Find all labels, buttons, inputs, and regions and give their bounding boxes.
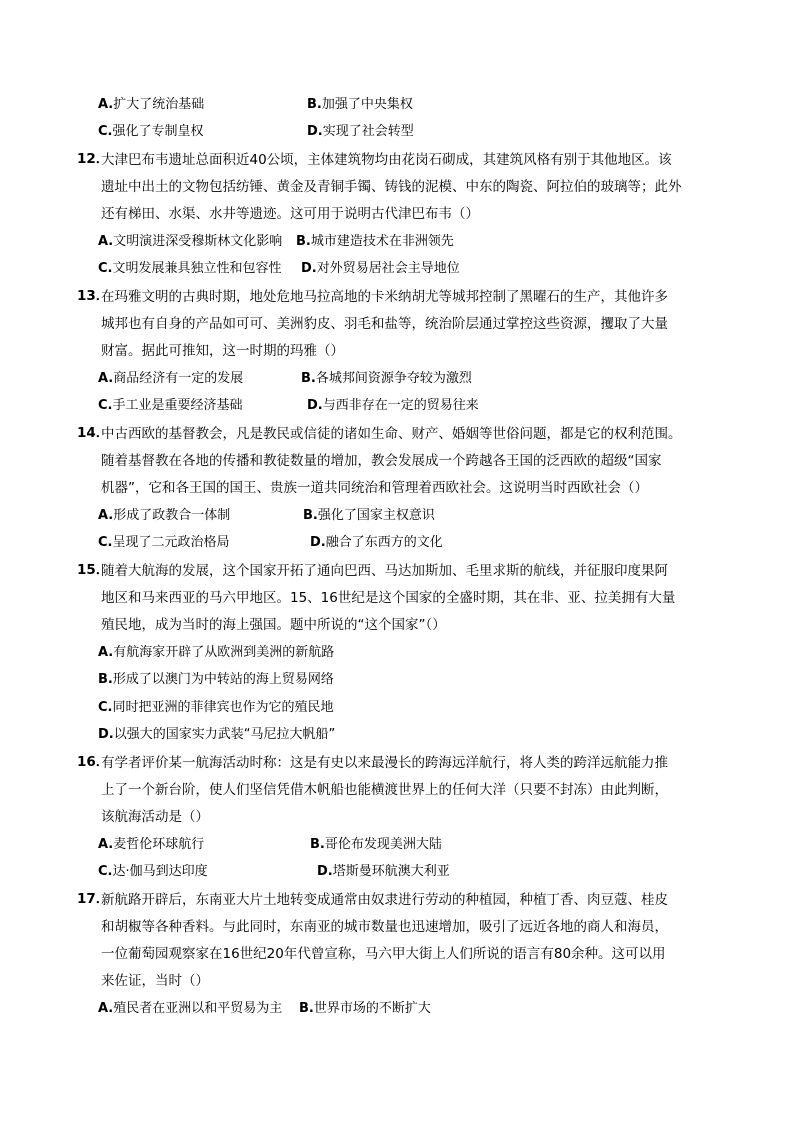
option-label: B. bbox=[296, 234, 311, 249]
q17-stem-line-3: 一位葡萄园观察家在16世纪20年代曾宣称，马六甲大街上人们所说的语言有80余种。这可以用 bbox=[101, 946, 666, 962]
q16-stem-line-2: 上了一个新台阶，使人们坚信凭借木帆船也能横渡世界上的任何大洋（只要不封冻）由此判断， bbox=[101, 782, 668, 798]
option-text: 扩大了统治基础 bbox=[113, 97, 205, 112]
option-text: 与西非存在一定的贸易往来 bbox=[322, 398, 479, 413]
option-text: 有航海家开辟了从欧洲到美洲的新航路 bbox=[113, 645, 335, 660]
option-text: 加强了中央集权 bbox=[321, 97, 413, 112]
q15-option-a[interactable] bbox=[98, 643, 334, 663]
q15-option-b[interactable] bbox=[98, 670, 334, 690]
q12-option-c[interactable] bbox=[98, 259, 282, 279]
option-text: 城市建造技术在非洲领先 bbox=[310, 234, 454, 249]
q14-stem-line-1: 中古西欧的基督教会，凡是教民或信徒的诸如生命、财产、婚姻等世俗问题，都是它的权利范围。 bbox=[101, 426, 682, 442]
q17-stem-line-1: 新航路开辟后，东南亚大片土地转变成通常由奴隶进行劳动的种植园，种植丁香、肉豆蔻、桂皮 bbox=[101, 892, 668, 908]
option-label: B. bbox=[98, 672, 113, 687]
q16-number: 16． bbox=[77, 754, 110, 770]
q15-stem-line-1: 随着大航海的发展，这个国家开拓了通向巴西、马达加斯加、毛里求斯的航线，并征服印度果阿 bbox=[101, 563, 668, 579]
option-label: B. bbox=[310, 837, 325, 852]
q12-option-d[interactable] bbox=[301, 259, 460, 279]
q17-stem-line-2: 和胡椒等各种香料。与此同时，东南亚的城市数量也迅速增加，吸引了远近各地的商人和海员， bbox=[101, 919, 668, 935]
q11-option-a[interactable] bbox=[98, 95, 204, 115]
q14-option-d[interactable] bbox=[310, 533, 443, 553]
option-text: 同时把亚洲的菲律宾也作为它的殖民地 bbox=[112, 700, 334, 715]
option-text: 商品经济有一定的发展 bbox=[113, 371, 244, 386]
option-label: A. bbox=[98, 508, 114, 523]
q14-stem-line-3: 机器”，它和各王国的国王、贵族一道共同统治和管理着西欧社会。这说明当时西欧社会（） bbox=[101, 480, 648, 496]
q17-number: 17． bbox=[77, 891, 110, 907]
q15-option-d[interactable] bbox=[98, 725, 335, 745]
q12-option-b[interactable] bbox=[296, 232, 454, 252]
q14-option-c[interactable] bbox=[98, 533, 230, 553]
q13-stem-line-2: 城邦也有自身的产品如可可、美洲豹皮、羽毛和盐等，统治阶层通过掌控这些资源，攫取了大量 bbox=[101, 316, 668, 332]
option-label: B. bbox=[303, 508, 318, 523]
q16-option-b[interactable] bbox=[310, 835, 442, 855]
q12-number: 12． bbox=[77, 151, 110, 167]
option-text: 文明发展兼具独立性和包容性 bbox=[112, 261, 282, 276]
q17-option-a[interactable] bbox=[98, 999, 282, 1019]
option-text: 融合了东西方的文化 bbox=[325, 535, 443, 550]
option-text: 达·伽马到达印度 bbox=[112, 864, 208, 879]
option-text: 实现了社会转型 bbox=[322, 124, 414, 139]
option-label: D. bbox=[317, 864, 333, 879]
option-label: A. bbox=[98, 837, 114, 852]
option-text: 世界市场的不断扩大 bbox=[313, 1001, 431, 1016]
option-label: C. bbox=[98, 124, 113, 139]
q14-option-b[interactable] bbox=[303, 506, 435, 526]
q15-stem-line-3: 殖民地，成为当时的海上强国。题中所说的“这个国家”（） bbox=[101, 617, 446, 633]
q11-option-d[interactable] bbox=[307, 122, 414, 142]
option-text: 哥伦布发现美洲大陆 bbox=[324, 837, 442, 852]
q17-option-b[interactable] bbox=[299, 999, 431, 1019]
option-text: 各城邦间资源争夺较为激烈 bbox=[315, 371, 472, 386]
option-text: 形成了以澳门为中转站的海上贸易网络 bbox=[112, 672, 334, 687]
q15-option-c[interactable] bbox=[98, 698, 334, 718]
q15-stem-line-2: 地区和马来西亚的马六甲地区。15、16世纪是这个国家的全盛时期，其在非、亚、拉美拥有大量 bbox=[101, 590, 676, 606]
option-label: C. bbox=[98, 535, 113, 550]
option-text: 呈现了二元政治格局 bbox=[112, 535, 230, 550]
option-label: D. bbox=[98, 727, 114, 742]
option-text: 手工业是重要经济基础 bbox=[112, 398, 243, 413]
q11-option-c[interactable] bbox=[98, 122, 204, 142]
option-label: D. bbox=[301, 261, 317, 276]
q13-option-d[interactable] bbox=[307, 396, 479, 416]
option-text: 强化了专制皇权 bbox=[112, 124, 204, 139]
option-label: C. bbox=[98, 864, 113, 879]
q14-number: 14． bbox=[77, 425, 110, 441]
option-text: 形成了政教合一体制 bbox=[113, 508, 231, 523]
q12-stem-line-2: 遗址中出土的文物包括纺锤、黄金及青铜手镯、铸钱的泥模、中东的陶瓷、阿拉伯的玻璃等；此外 bbox=[101, 179, 682, 195]
option-label: C. bbox=[98, 398, 113, 413]
q16-option-a[interactable] bbox=[98, 835, 204, 855]
q14-stem-line-2: 随着基督教在各地的传播和教徒数量的增加，教会发展成一个跨越各王国的泛西欧的超级“国家 bbox=[101, 453, 662, 469]
q16-option-c[interactable] bbox=[98, 862, 208, 882]
option-text: 麦哲伦环球航行 bbox=[113, 837, 205, 852]
q16-option-d[interactable] bbox=[317, 862, 450, 882]
option-label: A. bbox=[98, 645, 114, 660]
option-label: C. bbox=[98, 261, 113, 276]
q13-number: 13． bbox=[77, 288, 110, 304]
q11-option-b[interactable] bbox=[307, 95, 413, 115]
option-label: B. bbox=[301, 371, 316, 386]
option-label: B. bbox=[307, 97, 322, 112]
option-text: 文明演进深受穆斯林文化影响 bbox=[113, 234, 283, 249]
option-label: D. bbox=[307, 124, 323, 139]
option-text: 对外贸易居社会主导地位 bbox=[316, 261, 460, 276]
q13-option-c[interactable] bbox=[98, 396, 243, 416]
option-label: D. bbox=[307, 398, 323, 413]
option-text: 以强大的国家实力武装“马尼拉大帆船” bbox=[113, 727, 336, 742]
q13-stem-line-3: 财富。据此可推知，这一时期的玛雅（） bbox=[101, 343, 344, 359]
q15-number: 15． bbox=[77, 562, 110, 578]
q12-stem-line-3: 还有梯田、水渠、水井等遗迹。这可用于说明古代津巴布韦（） bbox=[101, 206, 479, 222]
option-label: A. bbox=[98, 1001, 114, 1016]
q13-option-a[interactable] bbox=[98, 369, 243, 389]
option-text: 殖民者在亚洲以和平贸易为主 bbox=[113, 1001, 283, 1016]
option-label: D. bbox=[310, 535, 326, 550]
q13-option-b[interactable] bbox=[301, 369, 472, 389]
q16-stem-line-3: 该航海活动是（） bbox=[101, 809, 209, 825]
option-label: B. bbox=[299, 1001, 314, 1016]
q17-stem-line-4: 来佐证，当时（） bbox=[101, 973, 209, 989]
option-label: C. bbox=[98, 700, 113, 715]
option-text: 塔斯曼环航澳大利亚 bbox=[332, 864, 450, 879]
option-label: A. bbox=[98, 97, 114, 112]
option-label: A. bbox=[98, 371, 114, 386]
q12-option-a[interactable] bbox=[98, 232, 282, 252]
option-label: A. bbox=[98, 234, 114, 249]
q13-stem-line-1: 在玛雅文明的古典时期，地处危地马拉高地的卡米纳胡尤等城邦控制了黑曜石的生产，其他许多 bbox=[101, 289, 668, 305]
q16-stem-line-1: 有学者评价某一航海活动时称：这是有史以来最漫长的跨海远洋航行，将人类的跨洋远航能力推 bbox=[101, 755, 668, 771]
q12-stem-line-1: 大津巴布韦遗址总面积近40公顷，主体建筑物均由花岗石砌成，其建筑风格有别于其他地区。该 bbox=[101, 152, 672, 168]
q14-option-a[interactable] bbox=[98, 506, 230, 526]
option-text: 强化了国家主权意识 bbox=[317, 508, 435, 523]
